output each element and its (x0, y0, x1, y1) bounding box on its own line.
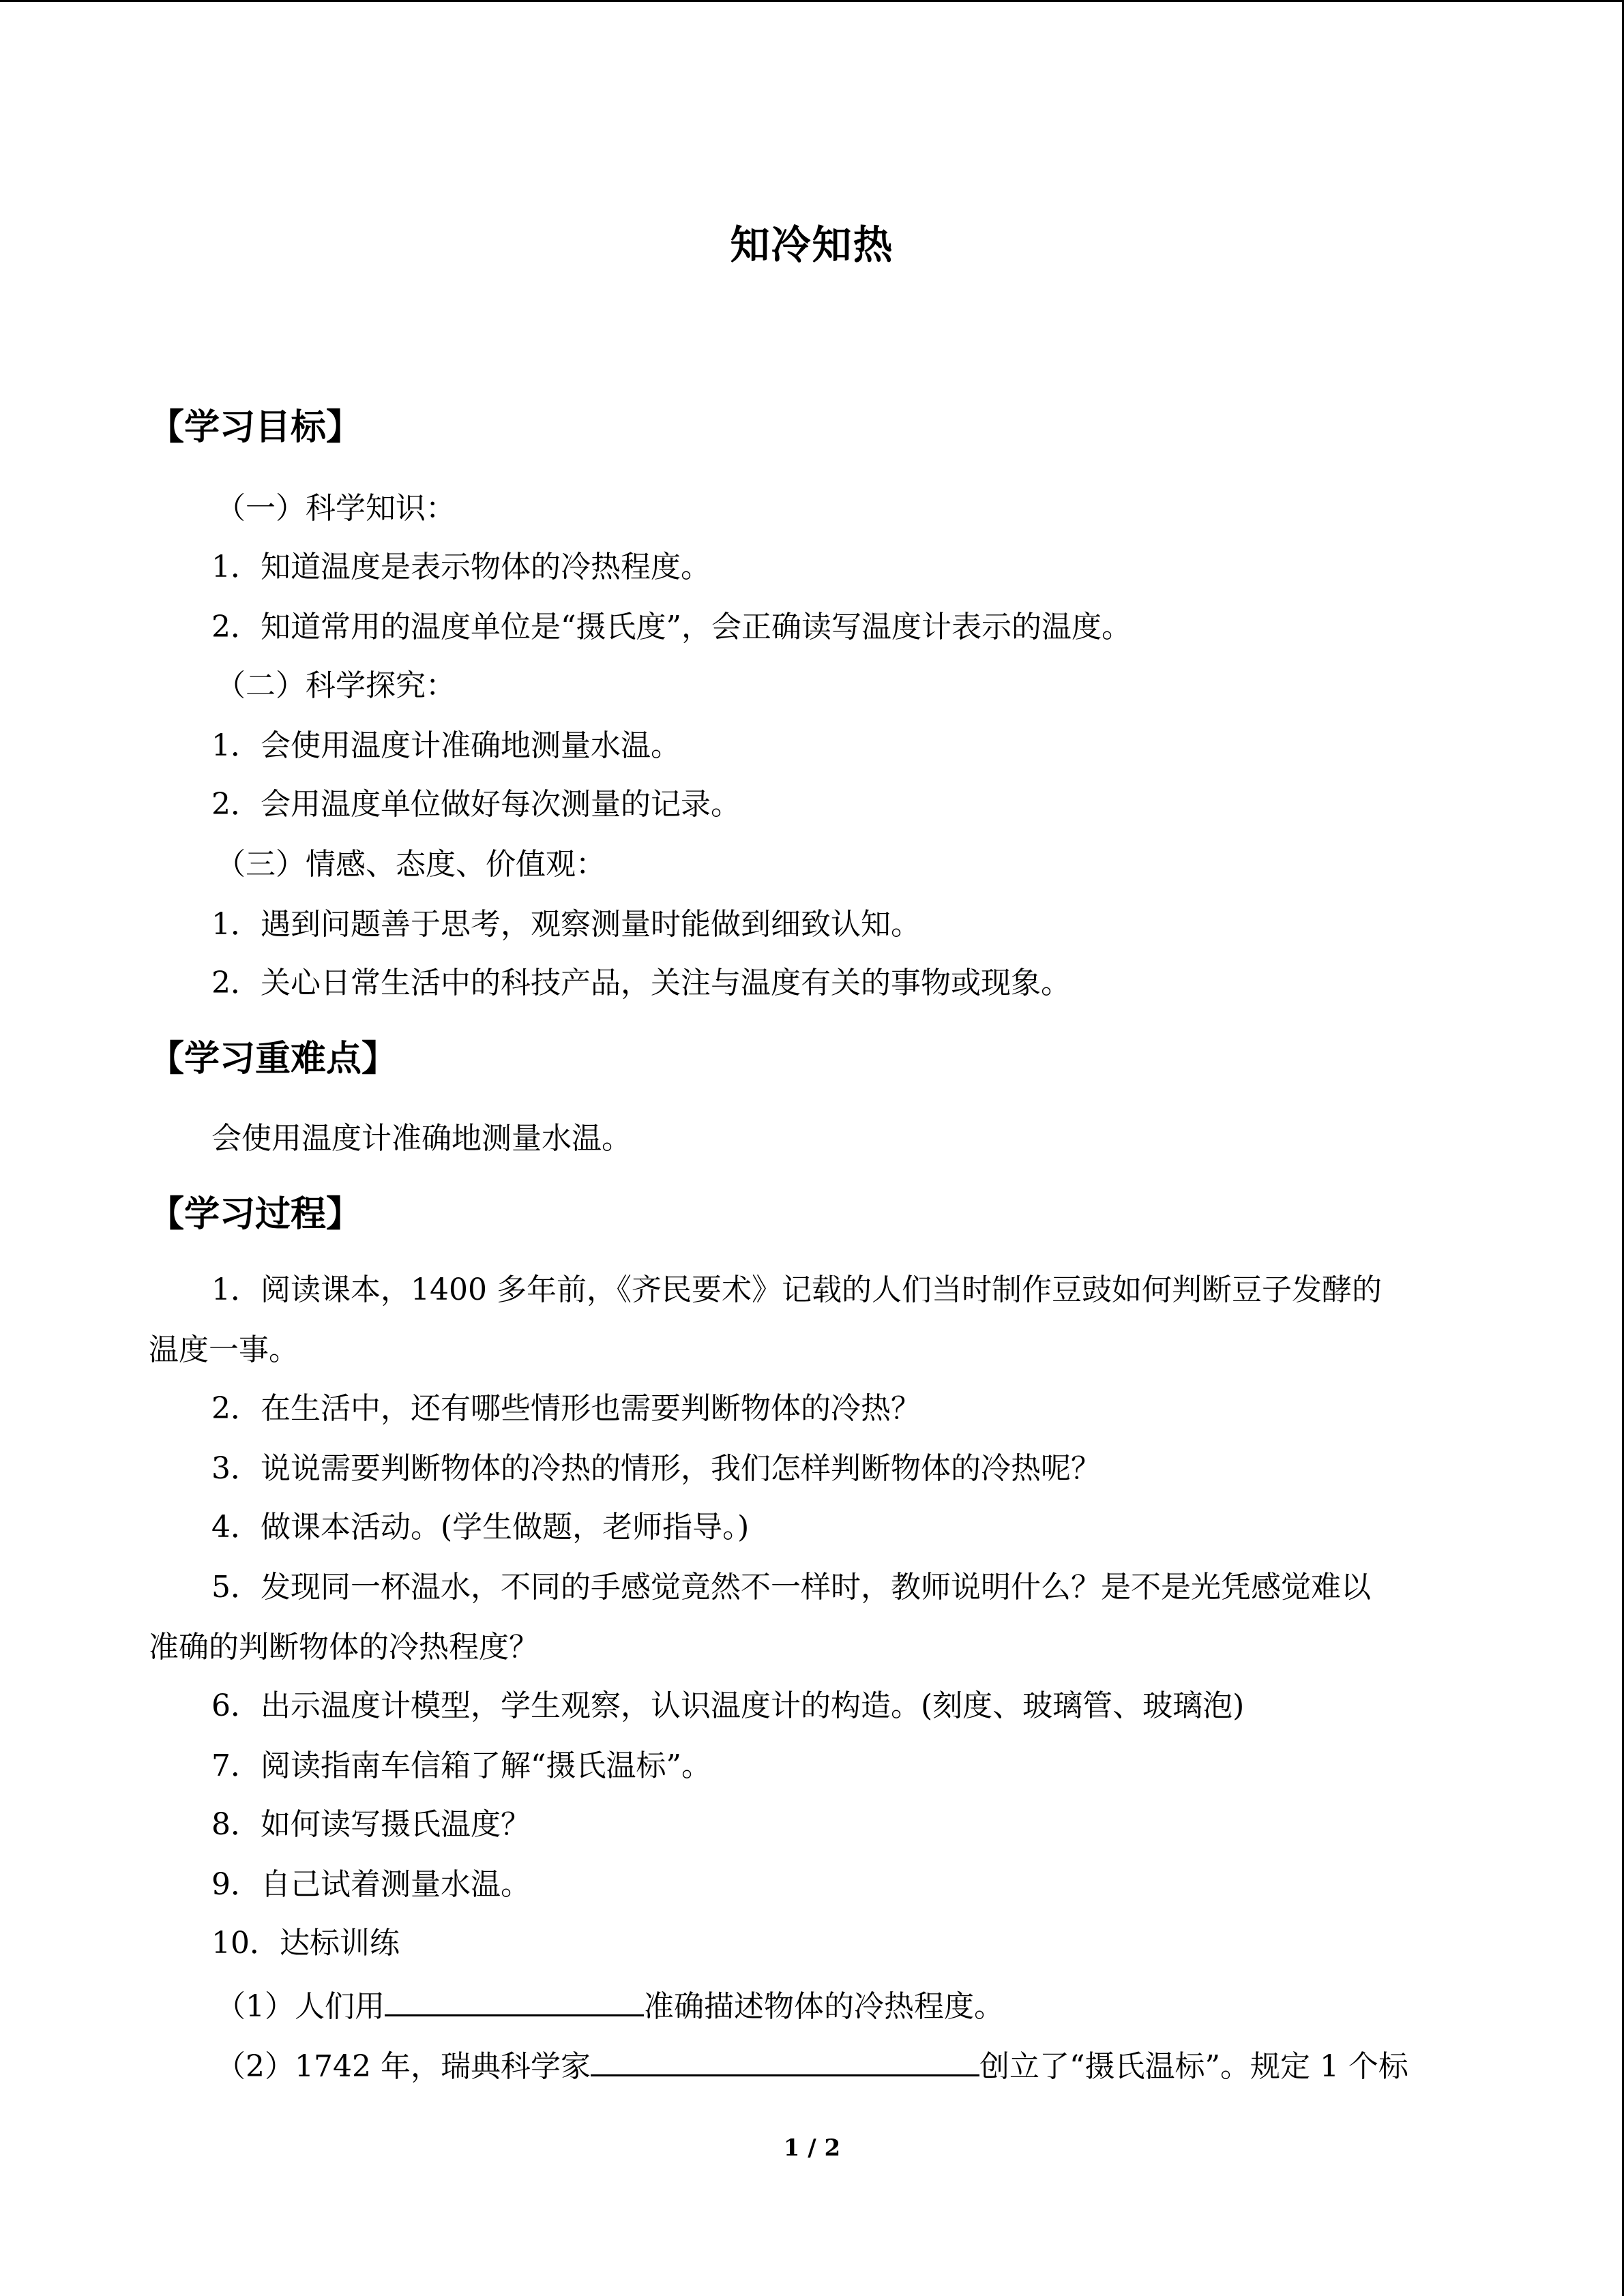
process-item: 1．阅读课本，1400 多年前，《齐民要术》记载的人们当时制作豆豉如何判断豆子发酵的 (211, 1272, 1382, 1307)
page-number: 1 / 2 (783, 2134, 841, 2162)
process-item: 2．在生活中，还有哪些情形也需要判断物体的冷热？ (211, 1391, 921, 1426)
process-item: 7．阅读指南车信箱了解“摄氏温标”。 (211, 1748, 711, 1783)
process-item: 9．自己试着测量水温。 (211, 1867, 531, 1902)
question-text: （1）人们用 (216, 1989, 385, 2024)
keypoints-text: 会使用温度计准确地测量水温。 (211, 1121, 632, 1156)
process-item: 准确的判断物体的冷热程度？ (149, 1630, 539, 1665)
exercise-question-2 (216, 2043, 1408, 2087)
goals-heading: 【学习目标】 (149, 407, 362, 448)
goals-line: （一）科学知识： (216, 491, 456, 526)
goals-line: 2．会用温度单位做好每次测量的记录。 (211, 787, 741, 822)
question-text: （2）1742 年，瑞典科学家 (216, 2049, 591, 2084)
process-item: 8．如何读写摄氏温度？ (211, 1807, 531, 1842)
process-item: 温度一事。 (149, 1332, 299, 1367)
goals-line: 1．遇到问题善于思考，观察测量时能做到细致认知。 (211, 907, 921, 942)
answer-blank[interactable] (591, 2043, 979, 2076)
goals-line: 1．知道温度是表示物体的冷热程度。 (211, 550, 711, 584)
goals-line: （三）情感、态度、价值观： (216, 847, 606, 882)
goals-line: 2．知道常用的温度单位是“摄氏度”，会正确读写温度计表示的温度。 (211, 610, 1132, 644)
question-text: 创立了“摄氏温标”。规定 1 个标 (979, 2049, 1408, 2084)
process-item: 4．做课本活动。(学生做题，老师指导。) (211, 1510, 750, 1545)
question-text: 准确描述物体的冷热程度。 (644, 1989, 1004, 2024)
page-title: 知冷知热 (730, 222, 894, 268)
process-item: 10．达标训练 (211, 1926, 400, 1960)
process-heading: 【学习过程】 (149, 1194, 362, 1235)
goals-line: 1．会使用温度计准确地测量水温。 (211, 728, 681, 763)
page-border-top (0, 0, 1624, 2)
process-item: 3．说说需要判断物体的冷热的情形，我们怎样判断物体的冷热呢？ (211, 1451, 1101, 1486)
goals-line: （二）科学探究： (216, 668, 456, 703)
keypoints-heading: 【学习重难点】 (149, 1039, 398, 1079)
process-item: 5．发现同一杯温水，不同的手感觉竟然不一样时，教师说明什么？是不是光凭感觉难以 (211, 1570, 1371, 1605)
exercise-question-1 (216, 1983, 1004, 2027)
process-item: 6．出示温度计模型，学生观察，认识温度计的构造。(刻度、玻璃管、玻璃泡) (211, 1688, 1245, 1723)
goals-line: 2．关心日常生活中的科技产品，关注与温度有关的事物或现象。 (211, 966, 1071, 1000)
answer-blank[interactable] (385, 1983, 644, 2016)
